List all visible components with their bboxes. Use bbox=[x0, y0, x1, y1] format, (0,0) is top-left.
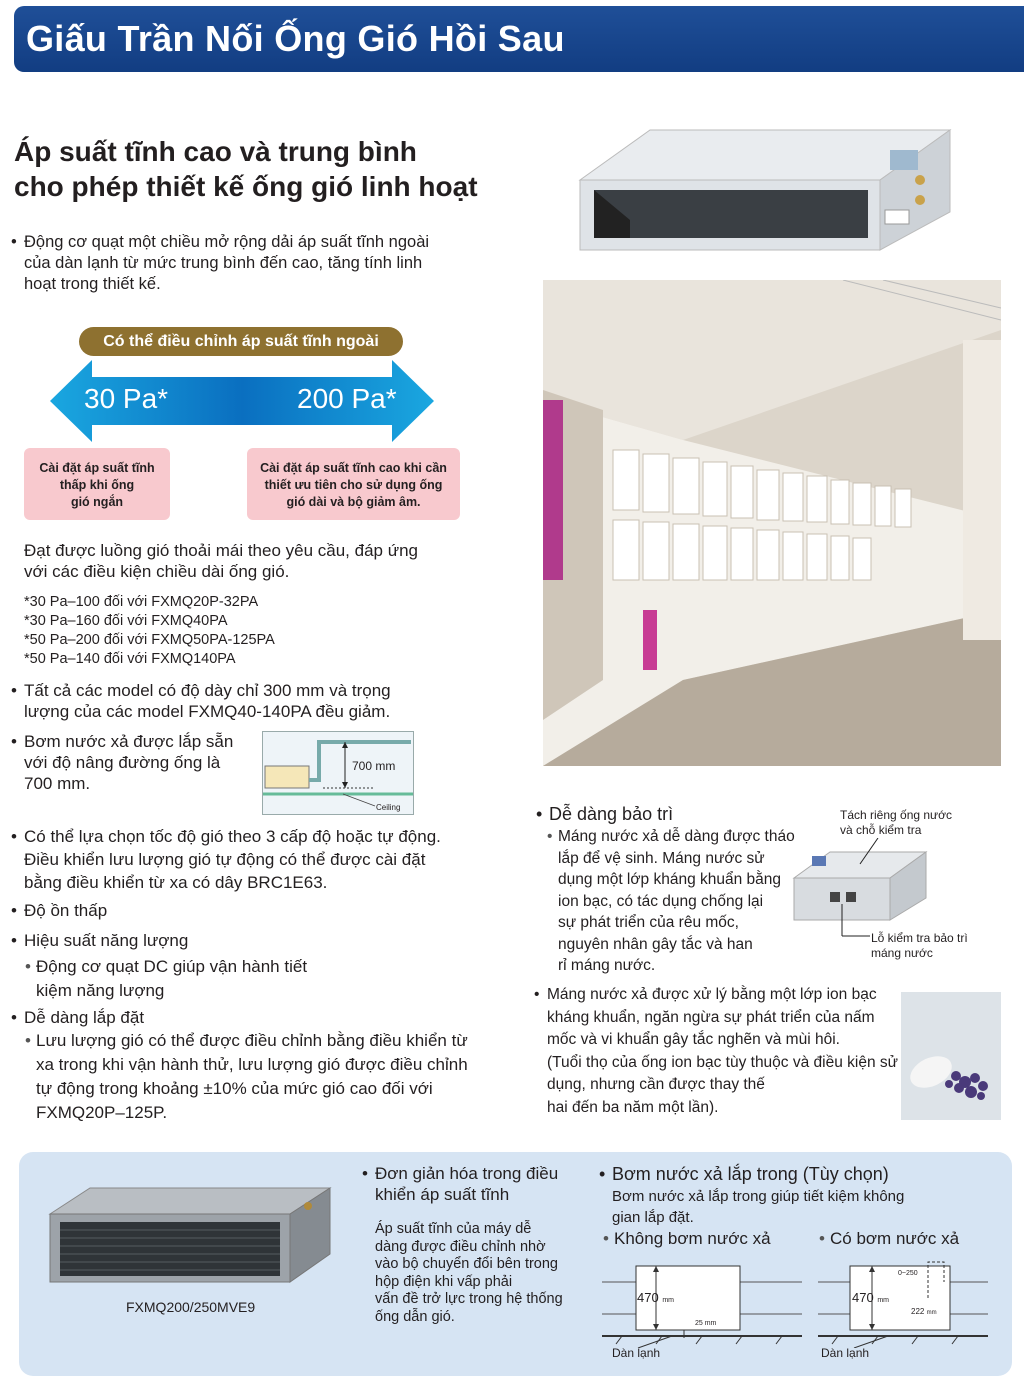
large-ducted-unit-image bbox=[46, 1184, 336, 1288]
silver-ion-image bbox=[901, 992, 1001, 1120]
with-pump-height: 470 mm bbox=[852, 1290, 889, 1305]
ducted-unit-image bbox=[570, 120, 970, 260]
footnote: *30 Pa–160 đối với FXMQ40PA bbox=[24, 613, 228, 629]
footnote: *30 Pa–100 đối với FXMQ20P-32PA bbox=[24, 594, 259, 610]
built-in-pump-bullet: • Bơm nước xả lắp trong (Tùy chọn) bbox=[612, 1163, 889, 1186]
fan-speed-bullet: • Có thể lựa chọn tốc độ gió theo 3 cấp độ hoặc tự động. Điều khiển lưu lượng gió tự động có thể được cài đặt bằng điều khiển từ xa có dây BRC1E63. bbox=[24, 825, 441, 894]
no-pump-offset: 25 mm bbox=[695, 1320, 717, 1327]
drain-lift-diagram bbox=[262, 731, 414, 815]
intro-line-2: của dàn lạnh từ mức trung bình đến cao, tăng tính linh bbox=[24, 254, 423, 272]
simplify-bullet: • Đơn giản hóa trong điều khiển áp suất tĩnh bbox=[375, 1163, 558, 1205]
page-header bbox=[14, 6, 1024, 72]
with-pump-label: • Có bơm nước xả bbox=[830, 1227, 959, 1250]
no-pump-height: 470 mm bbox=[637, 1290, 674, 1305]
low-noise-bullet: • Độ ồn thấp bbox=[24, 899, 107, 922]
intro-line-3: hoạt trong thiết kế. bbox=[24, 275, 161, 293]
efficiency-bullet: • Hiệu suất năng lượng bbox=[24, 929, 188, 952]
airflow-text: Đạt được luồng gió thoải mái theo yêu cầu, đáp ứng với các điều kiện chiều dài ống gió. bbox=[24, 541, 418, 581]
thickness-bullet: • Tất cả các model có độ dày chỉ 300 mm và trọng lượng của các model FXMQ40-140PA đều giảm. bbox=[24, 680, 391, 722]
ceiling-label: Ceiling bbox=[376, 803, 401, 812]
built-in-pump-body: Bơm nước xả lắp trong giúp tiết kiệm không gian lắp đặt. bbox=[612, 1188, 905, 1226]
low-pressure-note: Cài đặt áp suất tĩnh thấp khi ống gió ngắn bbox=[24, 448, 170, 520]
page-title: Giấu Trần Nối Ống Gió Hồi Sau bbox=[26, 18, 565, 59]
no-pump-diagram-icon bbox=[602, 1258, 802, 1348]
with-pump-unit-label: Dàn lạnh bbox=[821, 1346, 870, 1360]
store-interior-image bbox=[543, 280, 1001, 766]
silver-ion-bullet: • Máng nước xả được xử lý bằng một lớp ion bạc kháng khuẩn, ngăn ngừa sự phát triển của nấm mốc và vi khuẩn gây tắc nghẽn và mùi hôi. (Tuổi thọ của ống ion bạc tùy thuộc và điều kiện sử dụng, nhưng cần được thay thế hai đến ba năm một lần). bbox=[547, 984, 898, 1119]
store-photo-illustration bbox=[543, 280, 1001, 766]
low-pressure-value: 30 Pa* bbox=[84, 383, 169, 414]
intro-line-1: • Động cơ quạt một chiều mở rộng dải áp suất tĩnh ngoài bbox=[24, 233, 430, 251]
model-label: FXMQ200/250MVE9 bbox=[126, 1299, 256, 1315]
footnote: *50 Pa–200 đối với FXMQ50PA-125PA bbox=[24, 632, 275, 648]
install-sub-bullet: • Lưu lượng gió có thể được điều chỉnh bằng điều khiển từ xa trong khi vận hành thử, lưu lượng gió được điều chỉnh tự động trong khoảng ±10% của mức gió cao đối với FXMQ20P–125P. bbox=[36, 1029, 468, 1125]
callout-pipe-separation: Tách riêng ống nước và chỗ kiểm tra bbox=[840, 808, 952, 837]
pressure-pill: Có thể điều chỉnh áp suất tĩnh ngoài bbox=[79, 327, 403, 356]
footnote: *50 Pa–140 đối với FXMQ140PA bbox=[24, 651, 236, 667]
no-pump-label: • Không bơm nước xả bbox=[614, 1227, 771, 1250]
pump-bullet: • Bơm nước xả được lắp sẵn với độ nâng đường ống là 700 mm. bbox=[24, 731, 233, 794]
pump-height-value: 222 mm bbox=[911, 1307, 937, 1316]
drain-pan-unit-icon bbox=[790, 838, 930, 938]
drain-height-label: 700 mm bbox=[352, 759, 396, 773]
callout-inspection-hole: Lỗ kiểm tra bảo trì máng nước bbox=[871, 931, 968, 960]
high-pressure-note: Cài đặt áp suất tĩnh cao khi cần thiết ưu tiên cho sử dụng ống gió dài và bộ giảm âm. bbox=[247, 448, 460, 520]
high-pressure-value: 200 Pa* bbox=[297, 383, 397, 414]
headline-line-2: cho phép thiết kế ống gió linh hoạt bbox=[14, 171, 478, 202]
drain-pipe-diagram-icon bbox=[263, 732, 413, 814]
pump-lift-range: 0~250 bbox=[898, 1270, 918, 1277]
install-bullet: • Dễ dàng lắp đặt bbox=[24, 1006, 144, 1029]
efficiency-sub-bullet: • Động cơ quạt DC giúp vận hành tiết kiệm năng lượng bbox=[36, 955, 307, 1003]
maintenance-bullet: • Dễ dàng bảo trì bbox=[549, 803, 673, 826]
maintenance-sub-bullet: • Máng nước xả dễ dàng được tháo lắp để vệ sinh. Máng nước sử dụng một lớp kháng khuẩn bằng ion bạc, có tác dụng chống lại sự phát triển của rêu mốc, nguyên nhân gây tắc và han rỉ máng nước. bbox=[558, 826, 795, 977]
headline bbox=[14, 134, 478, 204]
footnotes bbox=[24, 593, 275, 669]
headline-line-1: Áp suất tĩnh cao và trung bình bbox=[14, 136, 417, 167]
no-pump-unit-label: Dàn lạnh bbox=[612, 1346, 661, 1360]
simplify-body: Áp suất tĩnh của máy dễ dàng được điều chỉnh nhờ vào bộ chuyển đổi bên trong hộp điện khi vấp phải vấn đề trở lực trong hệ thống ống dẫn gió. bbox=[375, 1221, 563, 1325]
intro-bullet bbox=[24, 232, 429, 295]
